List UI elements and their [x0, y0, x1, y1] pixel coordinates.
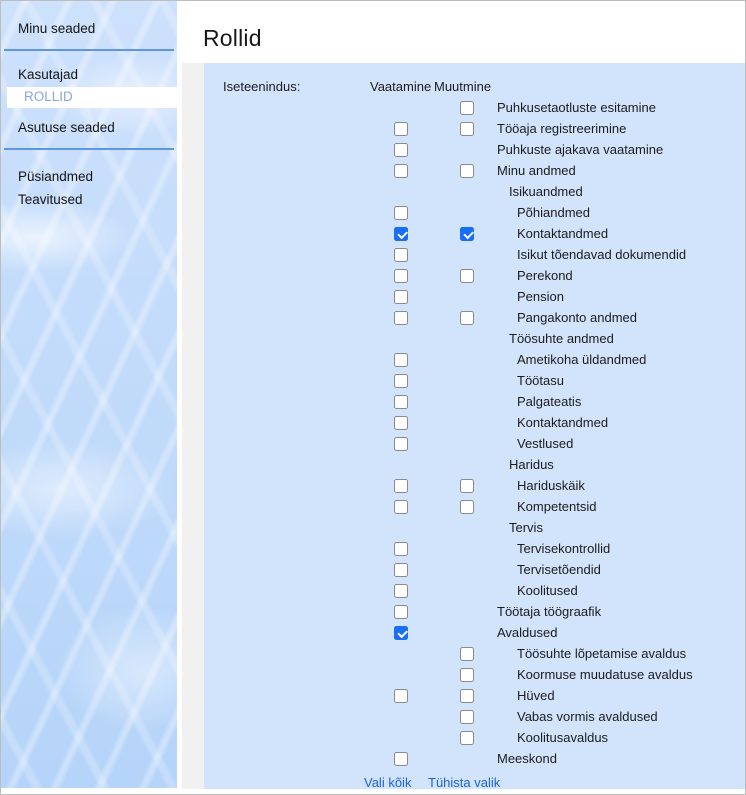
- permission-row: [204, 730, 745, 751]
- permission-row: [204, 625, 745, 646]
- permission-row: [204, 310, 745, 331]
- permission-row: [204, 394, 745, 415]
- permission-row: [204, 751, 745, 772]
- permission-label: Haridus: [509, 457, 554, 472]
- sidebar-item-asutuse-seaded[interactable]: Asutuse seaded: [18, 120, 115, 135]
- permission-row: [204, 709, 745, 730]
- edit-checkbox[interactable]: [460, 500, 474, 514]
- permission-label: Kontaktandmed: [517, 226, 609, 241]
- edit-checkbox[interactable]: [460, 164, 474, 178]
- permission-label: Põhiandmed: [517, 205, 590, 220]
- sidebar-item-minu-seaded[interactable]: Minu seaded: [18, 21, 96, 36]
- panel-gutter: [182, 63, 204, 789]
- permission-row: [204, 142, 745, 163]
- permission-row: [204, 268, 745, 289]
- view-checkbox[interactable]: [394, 437, 408, 451]
- view-checkbox[interactable]: [394, 227, 408, 241]
- permission-row: [204, 562, 745, 583]
- view-checkbox[interactable]: [394, 248, 408, 262]
- edit-checkbox[interactable]: [460, 122, 474, 136]
- sidebar-divider: [4, 49, 174, 51]
- permission-row: [204, 667, 745, 688]
- view-checkbox[interactable]: [394, 479, 408, 493]
- permission-label: Tööaja registreerimine: [497, 121, 627, 136]
- view-checkbox[interactable]: [394, 311, 408, 325]
- permission-row: [204, 226, 745, 247]
- section-label: Iseteenindus:: [223, 79, 301, 94]
- edit-checkbox[interactable]: [460, 668, 474, 682]
- view-checkbox[interactable]: [394, 374, 408, 388]
- permission-label: Pension: [517, 289, 564, 304]
- permission-label: Koolitusavaldus: [517, 730, 609, 745]
- permission-label: Tervis: [509, 520, 543, 535]
- edit-checkbox[interactable]: [460, 311, 474, 325]
- permission-label: Töösuhte lõpetamise avaldus: [517, 646, 687, 661]
- permission-label: Vestlused: [517, 436, 574, 451]
- permission-label: Perekond: [517, 268, 573, 283]
- permission-row: [204, 100, 745, 121]
- permission-label: Töötaja töögraafik: [497, 604, 602, 619]
- permission-label: Puhkusetaotluste esitamine: [497, 100, 656, 115]
- view-checkbox[interactable]: [394, 122, 408, 136]
- column-header-muutmine: Muutmine: [434, 79, 492, 94]
- permission-label: Kompetentsid: [517, 499, 597, 514]
- permission-row: [204, 184, 745, 205]
- permission-label: Meeskond: [497, 751, 557, 766]
- permission-row: [204, 688, 745, 709]
- permission-label: Minu andmed: [497, 163, 576, 178]
- view-checkbox[interactable]: [394, 626, 408, 640]
- permission-row: [204, 478, 745, 499]
- panel-header: [204, 79, 745, 100]
- permission-row: [204, 604, 745, 625]
- permission-label: Hüved: [517, 688, 555, 703]
- view-checkbox[interactable]: [394, 395, 408, 409]
- permission-row: [204, 163, 745, 184]
- edit-checkbox[interactable]: [460, 269, 474, 283]
- permission-label: Koolitused: [517, 583, 578, 598]
- permission-row: [204, 436, 745, 457]
- clear-selection-link[interactable]: Tühista valik: [428, 775, 501, 789]
- edit-checkbox[interactable]: [460, 647, 474, 661]
- permission-label: Koormuse muudatuse avaldus: [517, 667, 693, 682]
- permission-row: [204, 499, 745, 520]
- permission-row: [204, 205, 745, 226]
- view-checkbox[interactable]: [394, 542, 408, 556]
- edit-checkbox[interactable]: [460, 479, 474, 493]
- permission-row: [204, 289, 745, 310]
- edit-checkbox[interactable]: [460, 101, 474, 115]
- main-content: [177, 1, 745, 794]
- permission-row: [204, 247, 745, 268]
- permission-row: [204, 520, 745, 541]
- view-checkbox[interactable]: [394, 143, 408, 157]
- permission-row: [204, 415, 745, 436]
- edit-checkbox[interactable]: [460, 689, 474, 703]
- column-header-vaatamine: Vaatamine: [370, 79, 432, 94]
- permission-row: [204, 646, 745, 667]
- sidebar-divider: [4, 148, 174, 150]
- panel-actions: [204, 773, 745, 789]
- view-checkbox[interactable]: [394, 752, 408, 766]
- view-checkbox[interactable]: [394, 290, 408, 304]
- permission-label: Vabas vormis avaldused: [517, 709, 658, 724]
- sidebar-item-kasutajad[interactable]: Kasutajad: [18, 67, 79, 82]
- sidebar: [1, 1, 177, 788]
- sidebar-item-rollid[interactable]: ROLLID: [7, 87, 177, 108]
- permission-label: Tervisetõendid: [517, 562, 601, 577]
- view-checkbox[interactable]: [394, 584, 408, 598]
- permission-label: Kontaktandmed: [517, 415, 609, 430]
- permission-row: [204, 583, 745, 604]
- permission-label: Puhkuste ajakava vaatamine: [497, 142, 664, 157]
- edit-checkbox[interactable]: [460, 731, 474, 745]
- view-checkbox[interactable]: [394, 500, 408, 514]
- view-checkbox[interactable]: [394, 206, 408, 220]
- permission-label: Isikut tõendavad dokumendid: [517, 247, 687, 262]
- permission-label: Isikuandmed: [509, 184, 583, 199]
- view-checkbox[interactable]: [394, 563, 408, 577]
- edit-checkbox[interactable]: [460, 710, 474, 724]
- permission-row: [204, 121, 745, 142]
- permission-row: [204, 373, 745, 394]
- view-checkbox[interactable]: [394, 269, 408, 283]
- permission-row: [204, 541, 745, 562]
- permission-label: Töösuhte andmed: [509, 331, 614, 346]
- permission-label: Pangakonto andmed: [517, 310, 637, 325]
- permission-label: Avaldused: [497, 625, 558, 640]
- view-checkbox[interactable]: [394, 164, 408, 178]
- edit-checkbox[interactable]: [460, 227, 474, 241]
- permission-label: Palgateatis: [517, 394, 582, 409]
- permission-label: Tervisekontrollid: [517, 541, 611, 556]
- permission-row: [204, 352, 745, 373]
- page-title: Rollid: [203, 25, 262, 51]
- permission-row: [204, 457, 745, 478]
- view-checkbox[interactable]: [394, 353, 408, 367]
- view-checkbox[interactable]: [394, 689, 408, 703]
- permission-label: Hariduskäik: [517, 478, 585, 493]
- view-checkbox[interactable]: [394, 416, 408, 430]
- sidebar-item-teavitused[interactable]: Teavitused: [18, 192, 83, 207]
- permissions-panel: [204, 63, 745, 789]
- permission-label: Töötasu: [517, 373, 564, 388]
- sidebar-item-pusiandmed[interactable]: Püsiandmed: [18, 169, 94, 184]
- permission-rows: [204, 100, 745, 772]
- permission-label: Ametikoha üldandmed: [517, 352, 647, 367]
- select-all-link[interactable]: Vali kõik: [364, 775, 412, 789]
- permission-row: [204, 331, 745, 352]
- view-checkbox[interactable]: [394, 605, 408, 619]
